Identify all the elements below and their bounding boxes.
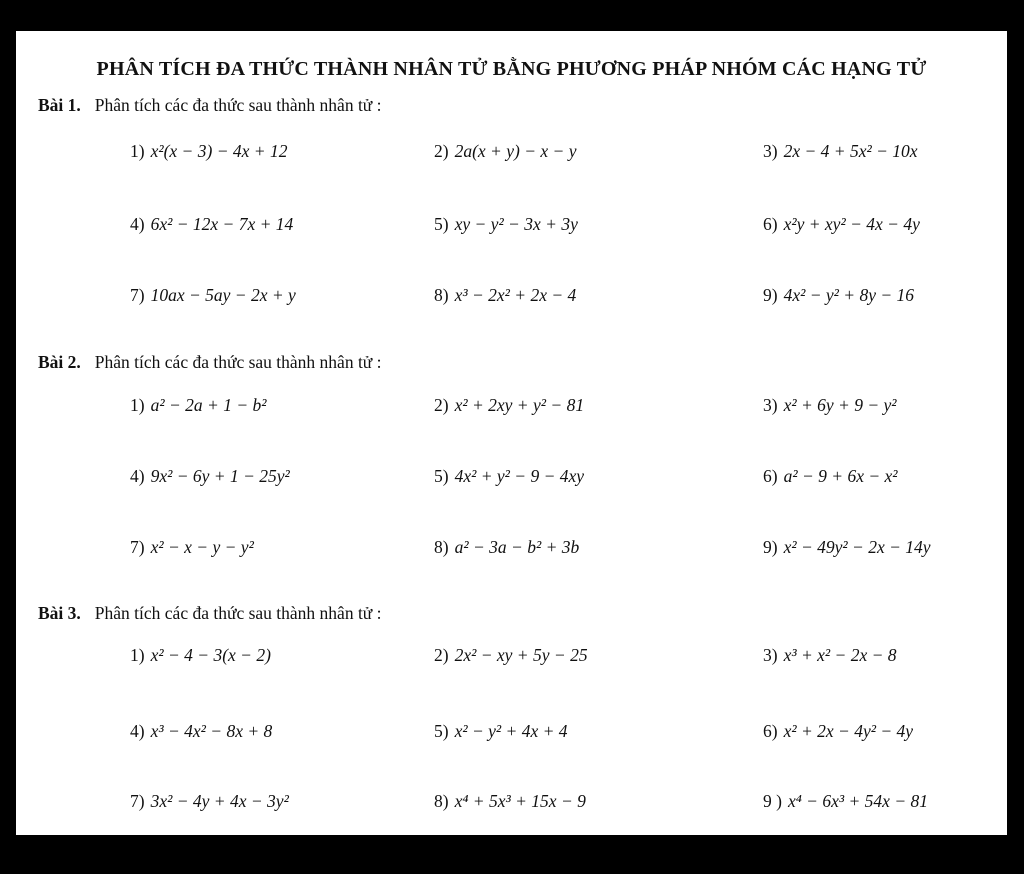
problem-1-7: 7) 10ax − 5ay − 2x + y	[130, 285, 296, 305]
problem-1-1: 1) x²(x − 3) − 4x + 12	[130, 141, 288, 161]
problem-2-4: 4) 9x² − 6y + 1 − 25y²	[130, 466, 290, 486]
problem-3-8: 8) x⁴ + 5x³ + 15x − 9	[434, 791, 586, 811]
section-3-label: Bài 3.	[38, 603, 81, 623]
problem-3-1: 1) x² − 4 − 3(x − 2)	[130, 645, 271, 665]
section-1-header	[38, 95, 382, 116]
problem-1-3: 3) 2x − 4 + 5x² − 10x	[763, 141, 918, 161]
problem-2-5: 5) 4x² + y² − 9 − 4xy	[434, 466, 585, 486]
problem-3-6: 6) x² + 2x − 4y² − 4y	[763, 721, 914, 741]
worksheet-page	[16, 31, 1007, 835]
problem-1-4: 4) 6x² − 12x − 7x + 14	[130, 214, 294, 234]
section-1-instruction: Phân tích các đa thức sau thành nhân tử :	[94, 95, 382, 115]
problem-3-5: 5) x² − y² + 4x + 4	[434, 721, 568, 741]
problem-3-3: 3) x³ + x² − 2x − 8	[763, 645, 897, 665]
problem-3-4: 4) x³ − 4x² − 8x + 8	[130, 721, 273, 741]
problem-3-2: 2) 2x² − xy + 5y − 25	[434, 645, 588, 665]
problem-1-5: 5) xy − y² − 3x + 3y	[434, 214, 578, 234]
section-2-instruction: Phân tích các đa thức sau thành nhân tử :	[94, 352, 382, 372]
problem-2-8: 8) a² − 3a − b² + 3b	[434, 537, 580, 557]
problem-2-7: 7) x² − x − y − y²	[130, 537, 254, 557]
problem-2-9: 9) x² − 49y² − 2x − 14y	[763, 537, 931, 557]
problem-2-3: 3) x² + 6y + 9 − y²	[763, 395, 897, 415]
problem-1-8: 8) x³ − 2x² + 2x − 4	[434, 285, 577, 305]
problem-1-2: 2) 2a(x + y) − x − y	[434, 141, 577, 161]
section-3-instruction: Phân tích các đa thức sau thành nhân tử :	[94, 603, 382, 623]
section-2-header	[38, 352, 382, 373]
page-title: PHÂN TÍCH ĐA THỨC THÀNH NHÂN TỬ BẰNG PHƯƠNG PHÁP NHÓM CÁC HẠNG TỬ	[96, 58, 927, 80]
problem-3-9: 9 ) x⁴ − 6x³ + 54x − 81	[763, 791, 929, 811]
section-2-label: Bài 2.	[38, 352, 81, 372]
problem-2-1: 1) a² − 2a + 1 − b²	[130, 395, 267, 415]
problem-1-9: 9) 4x² − y² + 8y − 16	[763, 285, 915, 305]
section-1-label: Bài 1.	[38, 95, 81, 115]
problem-2-2: 2) x² + 2xy + y² − 81	[434, 395, 585, 415]
section-3-header	[38, 603, 382, 624]
problem-1-6: 6) x²y + xy² − 4x − 4y	[763, 214, 920, 234]
problem-3-7: 7) 3x² − 4y + 4x − 3y²	[130, 791, 289, 811]
problem-2-6: 6) a² − 9 + 6x − x²	[763, 466, 898, 486]
